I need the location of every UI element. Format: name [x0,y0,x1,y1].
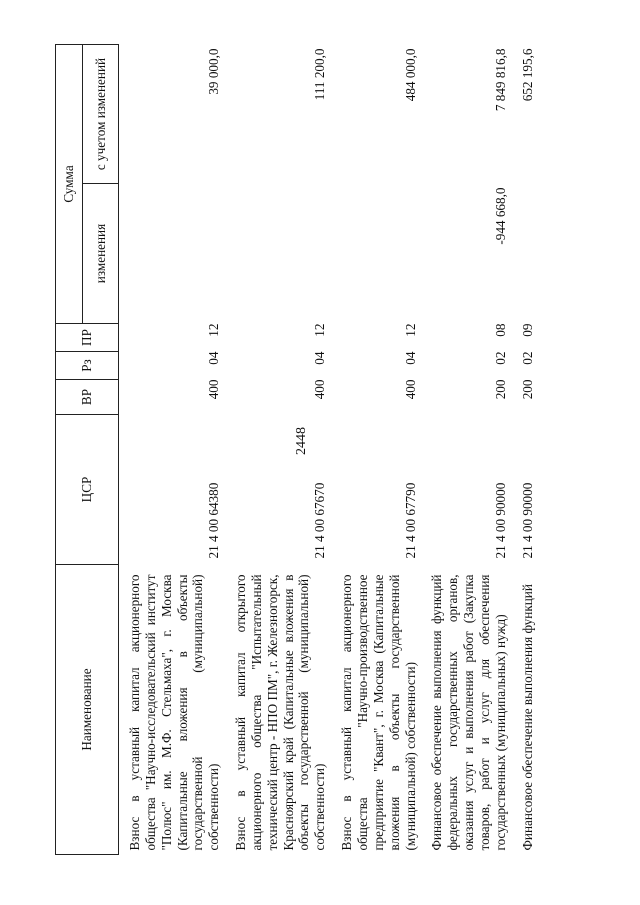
row-rz: 02 [492,351,508,365]
header-pr: ПР [56,324,119,352]
table-body [119,45,545,855]
row-vr: 400 [312,379,328,400]
row-with-changes: 7 849 816,8 [492,48,508,112]
row-changes [337,184,427,324]
row-csr: 21 4 00 64380 [206,482,222,559]
row-rz: 04 [402,351,418,365]
row-with-changes: 484 000,0 [402,48,418,102]
row-with-changes: 652 195,6 [519,48,535,102]
row-with-changes: 111 200,0 [312,48,328,101]
table-row [518,45,545,855]
row-name: Взнос в уставный капитал акционерного общества "Научно-исследовательский институт "Полюс" им. М.Ф. Стельмаха", г. Москва (Капитальные вложения в объекты государственной (муниципальной) собственности) [127,574,222,851]
row-vr: 200 [519,379,535,400]
row-pr: 12 [206,323,222,337]
budget-table-sheet [55,45,585,855]
row-name: Финансовое обеспечение выполнения функций [519,584,535,851]
row-csr: 21 4 00 90000 [492,482,508,559]
row-with-changes: 39 000,0 [206,48,222,95]
header-changes: изменения [83,184,119,324]
table-row [337,45,427,855]
header-csr: ЦСР [56,415,119,565]
table-row [231,45,337,855]
row-csr: 21 4 00 90000 [519,482,535,559]
table-row [427,45,517,855]
row-vr: 400 [402,379,418,400]
page-number: 2448 [294,427,309,455]
header-sum: Сумма [56,45,83,324]
row-vr: 200 [492,379,508,400]
row-changes [518,184,545,324]
row-rz: 02 [519,351,535,365]
row-name: Взнос в уставный капитал открытого акционерного общества "Испытательный технический центр - НПО ПМ", г. Железногорск, Красноярский край (Капитальные вложения в объекты государственной (муниципальной) собственности) [233,574,328,851]
row-changes: -944 668,0 [492,187,508,245]
row-csr: 21 4 00 67790 [402,482,418,559]
row-vr: 400 [206,379,222,400]
row-rz: 04 [206,351,222,365]
table-row [119,45,232,855]
row-name: Финансовое обеспечение выполнения функций федеральных государственных органов, оказания услуг и выполнения работ (Закупка товаров, работ и услуг для обеспечения государственных (муниципальных) нужд) [429,574,508,851]
header-with-changes: с учетом изменений [83,45,119,184]
budget-table [55,44,544,855]
header-name: Наименование [56,565,119,855]
row-csr: 21 4 00 67670 [312,482,328,559]
header-vr: ВР [56,380,119,415]
row-rz: 04 [312,351,328,365]
row-pr: 09 [519,323,535,337]
row-name: Взнос в уставный капитал акционерного общества "Научно-производственное предприятие "Квант", г. Москва (Капитальные вложения в объекты государственной (муниципальной) собственности) [339,574,418,851]
row-pr: 08 [492,323,508,337]
row-pr: 12 [402,323,418,337]
row-pr: 12 [312,323,328,337]
row-changes [119,184,232,324]
row-changes [231,184,337,324]
header-rz: Рз [56,352,119,380]
table-header [56,45,119,855]
